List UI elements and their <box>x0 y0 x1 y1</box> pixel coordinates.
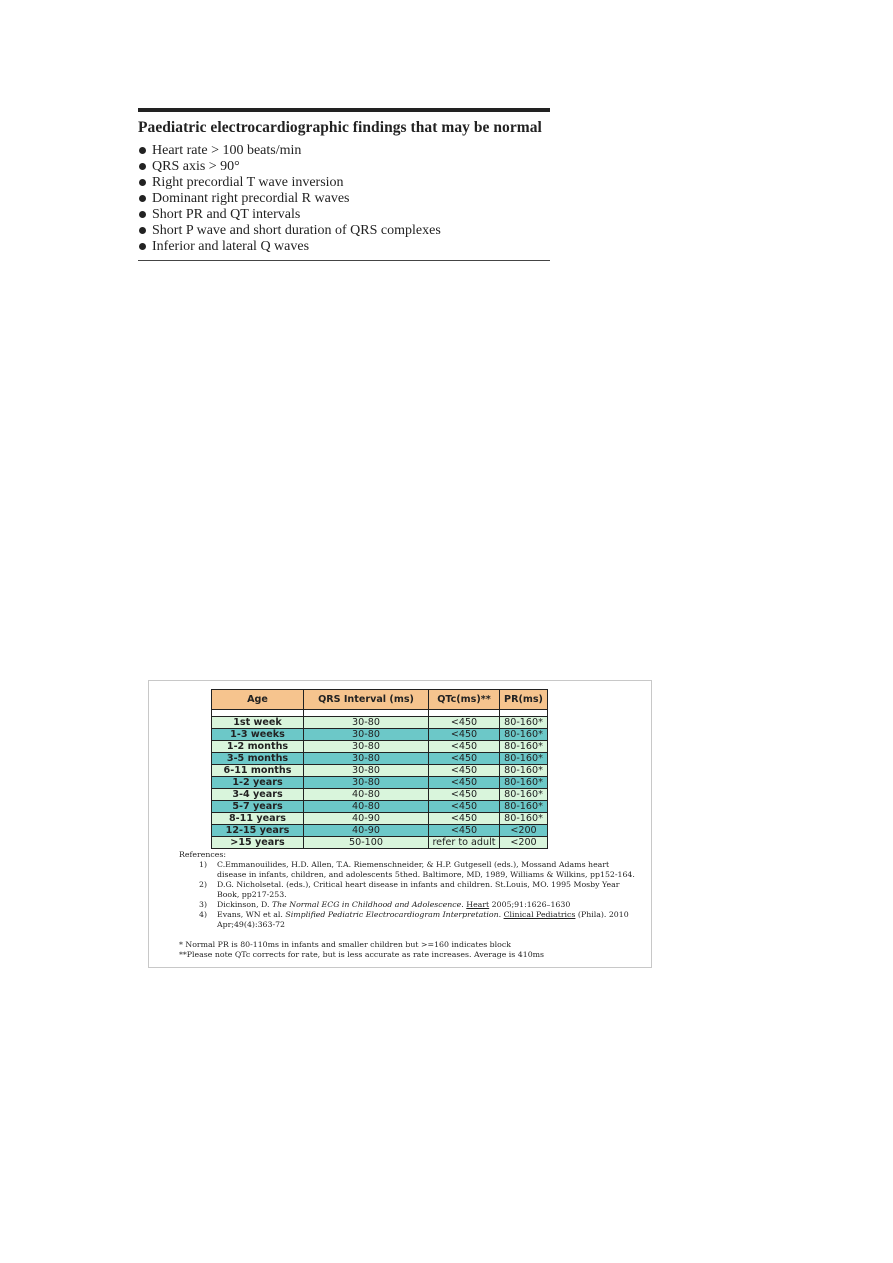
cell-qtc: <450 <box>429 801 500 813</box>
header-qrs: QRS Interval (ms) <box>304 690 429 710</box>
references-list <box>179 860 639 930</box>
cell-qrs: 30-80 <box>304 717 429 729</box>
cell-pr: 80-160* <box>500 753 548 765</box>
list-item: Short P wave and short duration of QRS complexes <box>138 223 550 239</box>
cell-age: 3-5 months <box>212 753 304 765</box>
cell-qtc: refer to adult <box>429 837 500 849</box>
top-rule <box>138 108 550 112</box>
reference-item: 2) D.G. Nicholsetal. (eds.), Critical heart disease in infants and children. St.Louis, MO. 1995 Mosby Year Book, pp217-253. <box>199 880 620 899</box>
table-row <box>212 813 548 825</box>
header-pr: PR(ms) <box>500 690 548 710</box>
list-item: Right precordial T wave inversion <box>138 175 550 191</box>
footnote-pr: * Normal PR is 80-110ms in infants and smaller children but >=160 indicates block <box>179 940 511 949</box>
bullet-icon <box>139 147 146 154</box>
cell-qrs: 40-80 <box>304 789 429 801</box>
findings-title: Paediatric electrocardiographic findings that may be normal <box>138 119 542 136</box>
cell-age: 3-4 years <box>212 789 304 801</box>
cell-age: >15 years <box>212 837 304 849</box>
cell-qtc: <450 <box>429 753 500 765</box>
cell-qrs: 40-90 <box>304 813 429 825</box>
cell-qrs: 30-80 <box>304 741 429 753</box>
cell-qrs: 40-90 <box>304 825 429 837</box>
list-item: Heart rate > 100 beats/min <box>138 143 550 159</box>
bullet-icon <box>139 195 146 202</box>
header-age: Age <box>212 690 304 710</box>
cell-qtc: <450 <box>429 825 500 837</box>
cell-qtc: <450 <box>429 729 500 741</box>
cell-qrs: 50-100 <box>304 837 429 849</box>
cell-age: 1st week <box>212 717 304 729</box>
bullet-icon <box>139 227 146 234</box>
cell-age: 5-7 years <box>212 801 304 813</box>
findings-box <box>138 108 550 261</box>
findings-list <box>138 143 550 255</box>
cell-qrs: 30-80 <box>304 765 429 777</box>
cell-pr: 80-160* <box>500 789 548 801</box>
bullet-icon <box>139 211 146 218</box>
cell-qtc: <450 <box>429 813 500 825</box>
list-item: Short PR and QT intervals <box>138 207 550 223</box>
cell-pr: 80-160* <box>500 741 548 753</box>
cell-qrs: 40-80 <box>304 801 429 813</box>
reference-item: 1) C.Emmanouilides, H.D. Allen, T.A. Riemenschneider, & H.P. Gutgesell (eds.), Mossand Adams heart disease in infants, children, and adolescents 5thed. Baltimore, MD, 1989, Williams & Wilkins, pp152-164. <box>199 860 635 879</box>
header-qtc: QTc(ms)** <box>429 690 500 710</box>
cell-age: 12-15 years <box>212 825 304 837</box>
table-row <box>212 753 548 765</box>
cell-age: 6-11 months <box>212 765 304 777</box>
references-heading: References: <box>179 850 226 859</box>
table-row <box>212 717 548 729</box>
bullet-icon <box>139 243 146 250</box>
cell-pr: 80-160* <box>500 801 548 813</box>
references <box>179 850 639 960</box>
cell-age: 1-2 years <box>212 777 304 789</box>
list-item: QRS axis > 90° <box>138 159 550 175</box>
cell-pr: <200 <box>500 825 548 837</box>
table-gap-row <box>212 710 548 717</box>
cell-qtc: <450 <box>429 717 500 729</box>
footnotes <box>179 940 639 960</box>
cell-pr: 80-160* <box>500 729 548 741</box>
bottom-rule <box>138 260 550 261</box>
cell-age: 1-2 months <box>212 741 304 753</box>
cell-qtc: <450 <box>429 789 500 801</box>
cell-qtc: <450 <box>429 741 500 753</box>
cell-qrs: 30-80 <box>304 777 429 789</box>
cell-age: 1-3 weeks <box>212 729 304 741</box>
table-row <box>212 825 548 837</box>
cell-pr: 80-160* <box>500 765 548 777</box>
cell-qtc: <450 <box>429 765 500 777</box>
cell-pr: <200 <box>500 837 548 849</box>
table-row <box>212 789 548 801</box>
table-row <box>212 777 548 789</box>
ecg-values-table <box>211 689 548 849</box>
cell-qrs: 30-80 <box>304 729 429 741</box>
cell-pr: 80-160* <box>500 813 548 825</box>
cell-pr: 80-160* <box>500 777 548 789</box>
cell-qrs: 30-80 <box>304 753 429 765</box>
table-header-row <box>212 690 548 710</box>
bullet-icon <box>139 179 146 186</box>
cell-qtc: <450 <box>429 777 500 789</box>
bullet-icon <box>139 163 146 170</box>
table-row <box>212 741 548 753</box>
cell-pr: 80-160* <box>500 717 548 729</box>
reference-item: 4) Evans, WN et al. Simplified Pediatric Electrocardiogram Interpretation. Clinical Pediatrics (Phila). 2010 Apr;49(4):363-72 <box>199 910 629 929</box>
table-row <box>212 801 548 813</box>
cell-age: 8-11 years <box>212 813 304 825</box>
list-item: Dominant right precordial R waves <box>138 191 550 207</box>
ecg-values-figure <box>148 680 652 968</box>
reference-item: 3) Dickinson, D. The Normal ECG in Childhood and Adolescence. Heart 2005;91:1626–1630 <box>199 900 571 909</box>
list-item: Inferior and lateral Q waves <box>138 239 550 255</box>
table-row <box>212 837 548 849</box>
footnote-qtc: **Please note QTc corrects for rate, but is less accurate as rate increases. Average is 410ms <box>179 950 545 959</box>
table-row <box>212 729 548 741</box>
table-row <box>212 765 548 777</box>
